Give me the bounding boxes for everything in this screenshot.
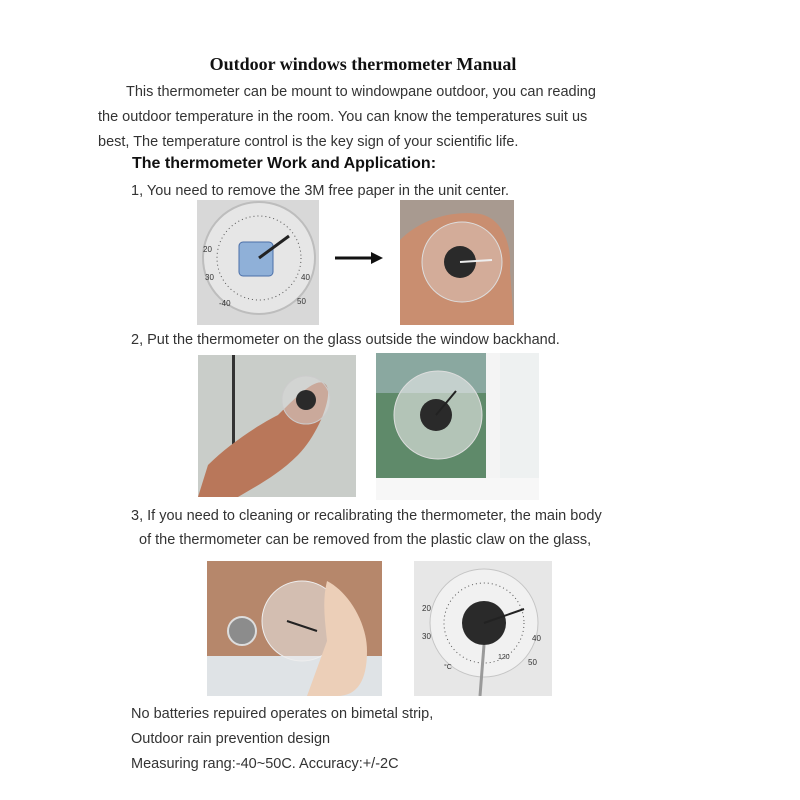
closeup-label-30: 30 [422,632,431,641]
step-1-text: 1, You need to remove the 3M free paper in the unit center. [131,183,510,199]
feature-rain: Outdoor rain prevention design [131,731,331,747]
feature-batteries: No batteries repuired operates on bimetal strip, [131,706,434,722]
intro-line-2: the outdoor temperature in the room. You can know the temperatures suit us [98,109,588,125]
closeup-label-unit: °C [444,664,452,671]
intro-line-3: best, The temperature control is the key sign of your scientific life. [98,134,519,150]
step-2-text: 2, Put the thermometer on the glass outside the window backhand. [131,332,560,348]
section-heading: The thermometer Work and Application: [132,155,437,172]
dial-label-minus-40: -40 [219,299,231,308]
step-3-photo-closeup [414,561,552,696]
dial-label-40: 40 [301,273,310,282]
closeup-label-50: 50 [528,658,537,667]
page-title: Outdoor windows thermometer Manual [209,54,517,74]
right-arrow-icon [333,250,385,266]
dial-label-30: 30 [205,273,214,282]
intro-line-1: This thermometer can be mount to windowpane outdoor, you can reading [126,84,596,100]
intro-paragraph [98,80,638,155]
step-2-photo-hand-glass [198,355,356,497]
closeup-label-40: 40 [532,634,541,643]
dial-label-20: 20 [203,245,212,254]
feature-range: Measuring rang:-40~50C. Accuracy:+/-2C [131,756,399,772]
step-3-text-line-2: of the thermometer can be removed from the plastic claw on the glass, [139,532,592,548]
step-2-photo-window [376,353,539,500]
step-3-photo-remove [207,561,382,696]
closeup-label-120: 120 [498,654,510,661]
dial-label-50: 50 [297,297,306,306]
step-1-photo-hand [400,200,514,325]
closeup-label-20: 20 [422,604,431,613]
step-1-photo-dial [197,200,319,325]
step-3-text-line-1: 3, If you need to cleaning or recalibrating the thermometer, the main body [131,508,602,524]
